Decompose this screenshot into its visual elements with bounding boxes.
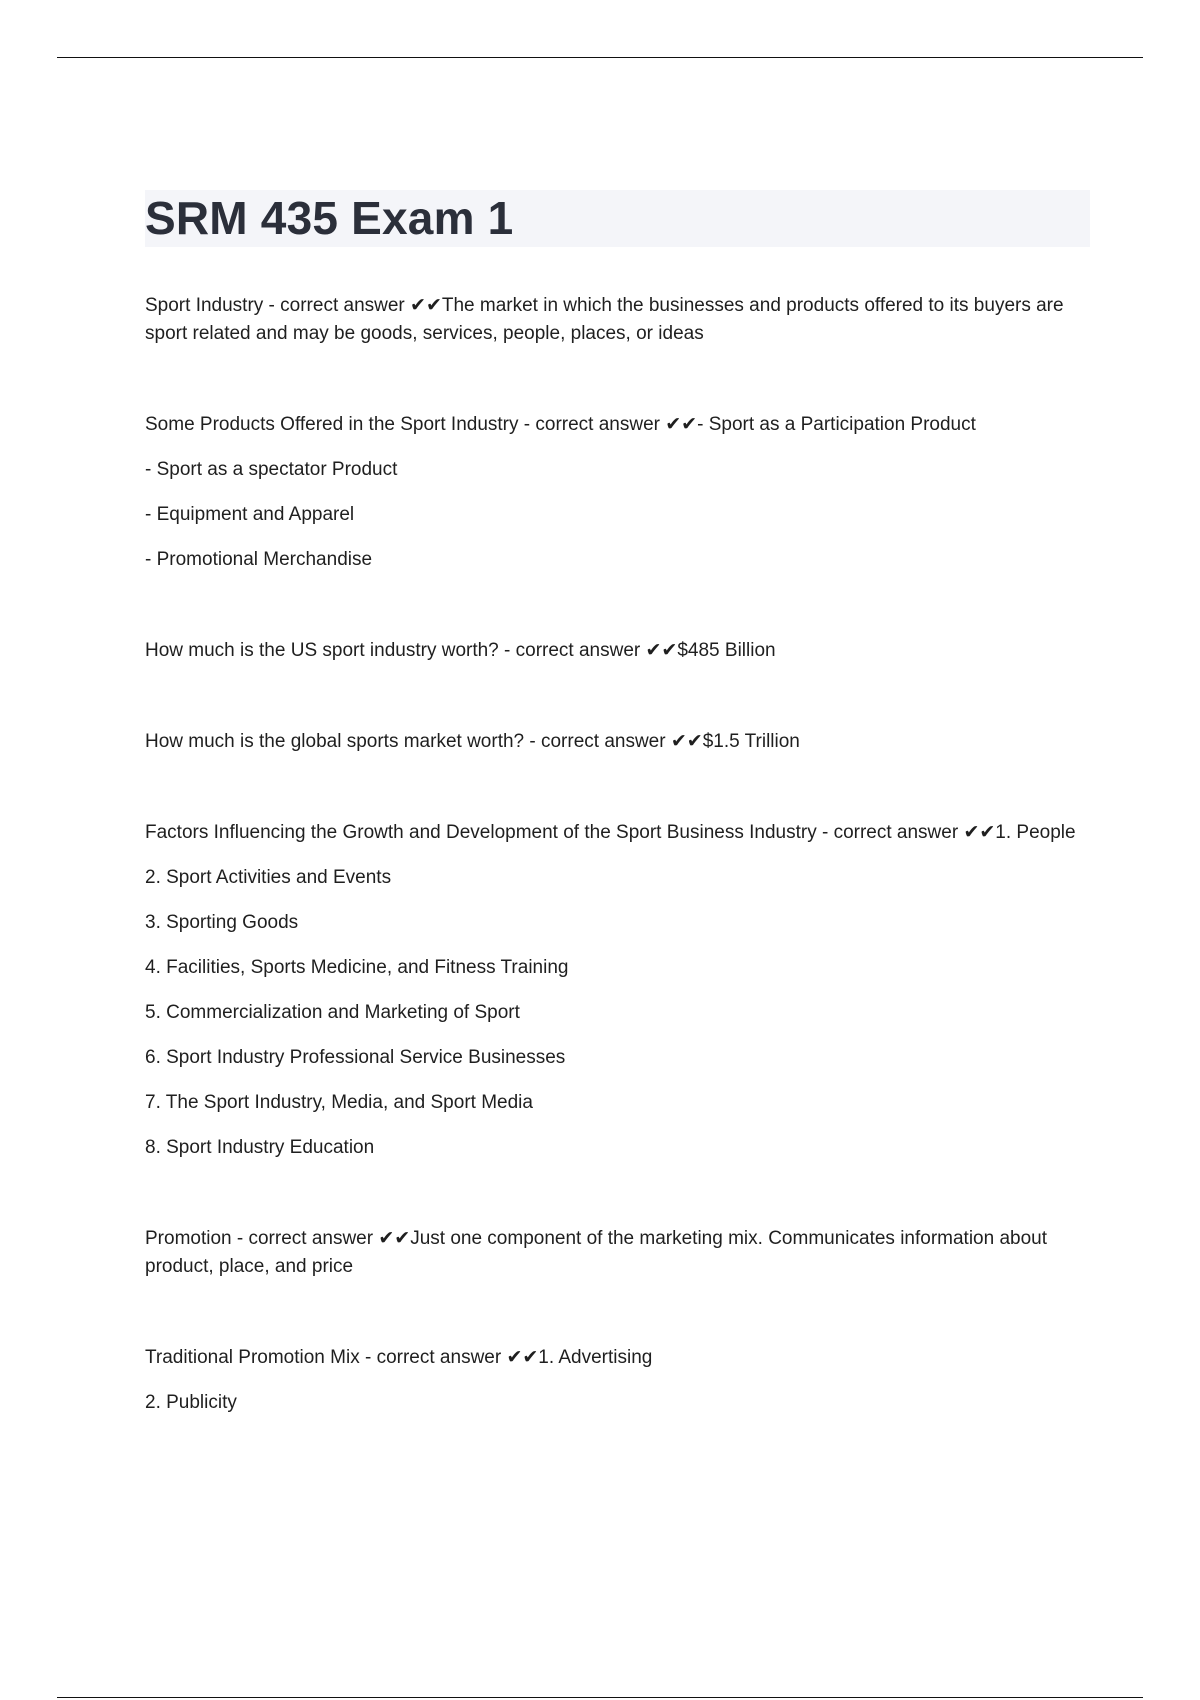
qa-entry-sport-industry bbox=[145, 292, 1090, 348]
qa-sub-line: 2. Publicity bbox=[145, 1392, 237, 1413]
qa-sub-line: - Promotional Merchandise bbox=[145, 549, 373, 570]
qa-entry-text: Factors Influencing the Growth and Development of the Sport Business Industry - correct answer ✔✔1. People bbox=[145, 822, 1076, 843]
qa-entry-products-offered bbox=[145, 411, 1090, 574]
qa-sub-line: 6. Sport Industry Professional Service Businesses bbox=[145, 1047, 566, 1068]
qa-entry-text: How much is the US sport industry worth? - correct answer ✔✔$485 Billion bbox=[145, 640, 776, 661]
qa-entry-text: Sport Industry - correct answer ✔✔The market in which the businesses and products offered to its buyers are sport related and may be goods, services, people, places, or ideas bbox=[145, 295, 1064, 344]
qa-sub-line: - Sport as a spectator Product bbox=[145, 459, 398, 480]
qa-entry-growth-factors bbox=[145, 819, 1090, 1162]
page-title: SRM 435 Exam 1 bbox=[145, 192, 514, 244]
qa-sub-line: 7. The Sport Industry, Media, and Sport Media bbox=[145, 1092, 533, 1113]
header-rule bbox=[57, 57, 1143, 58]
title-band bbox=[145, 190, 1090, 247]
qa-sub-line: 3. Sporting Goods bbox=[145, 912, 299, 933]
qa-sub-line: 2. Sport Activities and Events bbox=[145, 867, 392, 888]
qa-entry-us-worth bbox=[145, 637, 1090, 665]
qa-entry-text: How much is the global sports market worth? - correct answer ✔✔$1.5 Trillion bbox=[145, 731, 800, 752]
qa-sub-line: 4. Facilities, Sports Medicine, and Fitness Training bbox=[145, 957, 569, 978]
qa-entry-global-worth bbox=[145, 728, 1090, 756]
qa-entry-text: Promotion - correct answer ✔✔Just one component of the marketing mix. Communicates information about product, place, and price bbox=[145, 1228, 1048, 1277]
footer-rule bbox=[57, 1697, 1143, 1698]
qa-entry-text: Traditional Promotion Mix - correct answer ✔✔1. Advertising bbox=[145, 1347, 653, 1368]
qa-list bbox=[145, 292, 1090, 1417]
qa-entry-promotion bbox=[145, 1225, 1090, 1281]
qa-sub-line: 8. Sport Industry Education bbox=[145, 1137, 375, 1158]
qa-entry-text: Some Products Offered in the Sport Industry - correct answer ✔✔- Sport as a Participation Product bbox=[145, 414, 976, 435]
qa-entry-promotion-mix bbox=[145, 1344, 1090, 1417]
document-body bbox=[145, 190, 1090, 1480]
qa-sub-line: - Equipment and Apparel bbox=[145, 504, 355, 525]
qa-sub-line: 5. Commercialization and Marketing of Sport bbox=[145, 1002, 520, 1023]
